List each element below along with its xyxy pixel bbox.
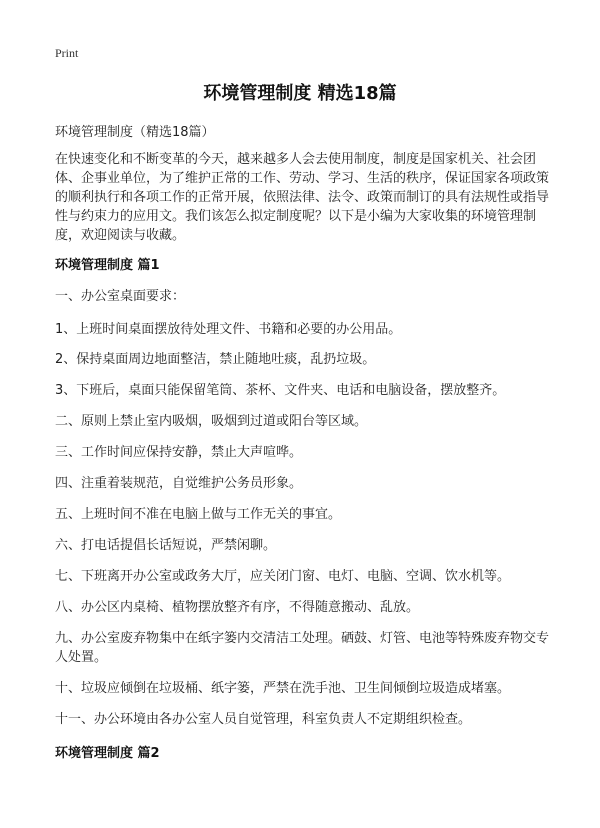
section1-paragraph-13: 十、垃圾应倾倒在垃圾桶、纸字篓，严禁在洗手池、卫生间倾倒垃圾造成堵塞。 — [55, 681, 511, 696]
section1-paragraph-7: 四、注重着装规范，自觉维护公务员形象。 — [55, 476, 303, 491]
section1-paragraph-8: 五、上班时间不准在电脑上做与工作无关的事宜。 — [55, 507, 342, 522]
section1-paragraph-10: 七、下班离开办公室或政务大厅，应关闭门窗、电灯、电脑、空调、饮水机等。 — [55, 569, 511, 584]
print-link[interactable]: Print — [55, 46, 79, 60]
page-title: 环境管理制度 精选18篇 — [203, 83, 397, 104]
section1-paragraph-11: 八、办公区内桌椅、植物摆放整齐有序，不得随意搬动、乱放。 — [55, 600, 420, 615]
section-heading-2: 环境管理制度 篇2 — [55, 746, 160, 761]
section1-paragraph-6: 三、工作时间应保持安静，禁止大声喧哗。 — [55, 445, 303, 460]
section1-paragraph-9: 六、打电话提倡长话短说，严禁闲聊。 — [55, 538, 277, 553]
section-heading-1: 环境管理制度 篇1 — [55, 258, 160, 273]
section1-paragraph-12: 九、办公室废弃物集中在纸字篓内交清洁工处理。硒鼓、灯管、电池等特殊废弃物交专人处置。 — [55, 631, 550, 665]
section1-paragraph-4: 3、下班后，桌面只能保留笔筒、茶杯、文件夹、电话和电脑设备，摆放整齐。 — [55, 383, 506, 398]
section1-paragraph-5: 二、原则上禁止室内吸烟，吸烟到过道或阳台等区域。 — [55, 414, 368, 429]
intro-paragraph: 在快速变化和不断变革的今天，越来越多人会去使用制度，制度是国家机关、社会团体、企事业单位，为了维护正常的工作、劳动、学习、生活的秩序，保证国家各项政策的顺利执行和各项工作的正常开展，依照法律、法令、政策而制订的具有法规性或指导性与约束力的应用文。我们该怎么拟定制度呢？以下是小编为大家收集的环境管理制度，欢迎阅读与收藏。 — [55, 152, 550, 243]
section1-paragraph-3: 2、保持桌面周边地面整洁，禁止随地吐痰，乱扔垃圾。 — [55, 352, 376, 367]
section1-paragraph-1: 一、办公室桌面要求： — [55, 289, 186, 304]
section1-paragraph-2: 1、上班时间桌面摆放待处理文件、书籍和必要的办公用品。 — [55, 322, 402, 337]
section1-paragraph-14: 十一、办公环境由各办公室人员自觉管理，科室负责人不定期组织检查。 — [55, 712, 472, 727]
document-subtitle: 环境管理制度（精选18篇） — [55, 125, 215, 140]
